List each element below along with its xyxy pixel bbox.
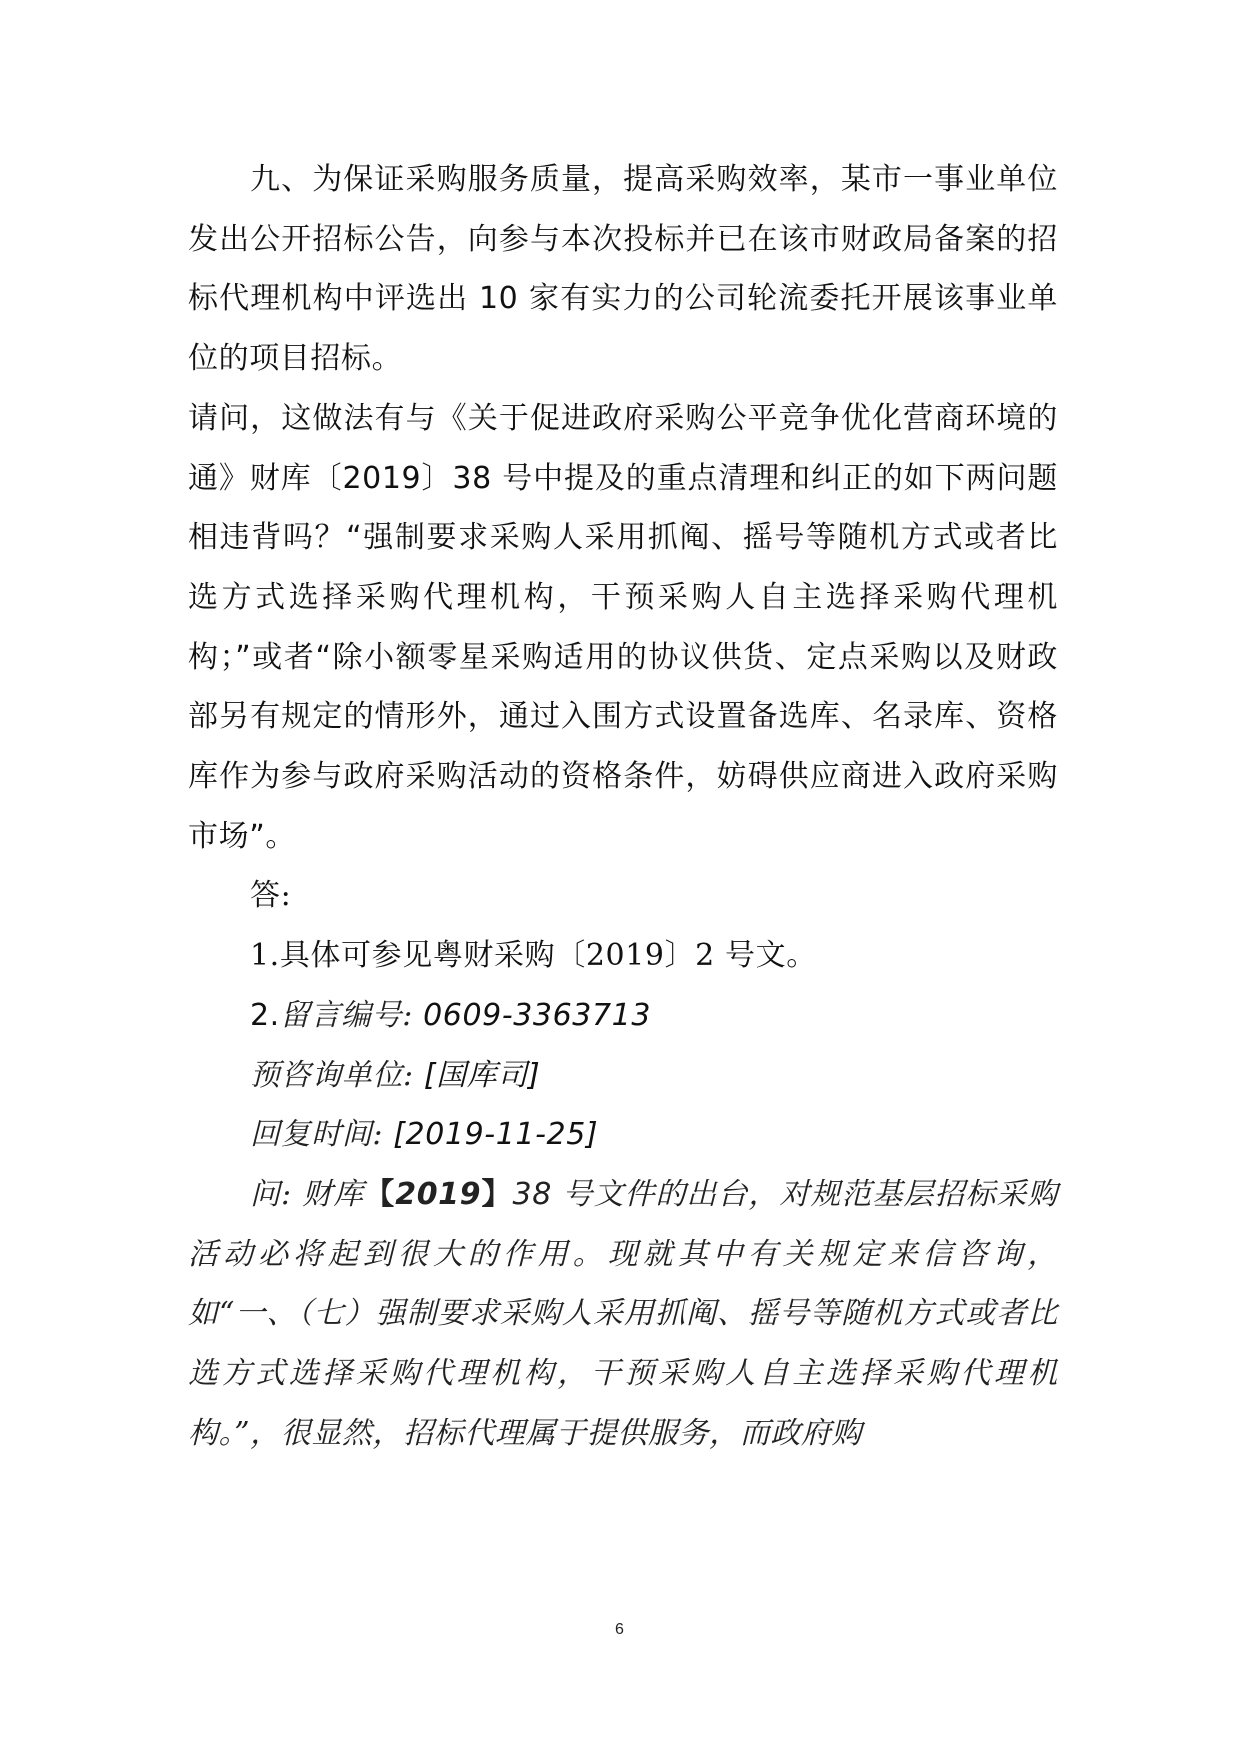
next-question-number: 38	[512, 1176, 552, 1212]
consult-unit-value: [国库司]	[413, 1057, 541, 1093]
answer-label: 答:	[250, 878, 292, 914]
message-id-label: 留言编号:	[279, 997, 413, 1033]
next-question-prefix: 问: 财库	[250, 1176, 365, 1212]
consult-unit-line	[188, 1046, 1058, 1106]
next-question-bracket-open: 【	[364, 1176, 396, 1212]
consult-unit-label: 预咨询单位:	[250, 1057, 414, 1093]
answer-item-2-prefix: 2.	[250, 997, 280, 1033]
next-question-year: 2019	[395, 1176, 482, 1212]
next-question-body: 号文件的出台，对规范基层招标采购活动必将起到很大的作用。现就其中有关规定来信咨询，如“一、（七）强制要求采购人采用抓阄、摇号等随机方式或者比选方式选择采购代理机构，干预采购人自主选择采购代理机构。”，很显然，招标代理属于提供服务，而政府购	[188, 1176, 1058, 1451]
reply-time-label: 回复时间:	[250, 1117, 384, 1153]
answer-item-2	[188, 986, 1058, 1046]
document-body	[188, 150, 1058, 1463]
page-number: 6	[615, 1621, 624, 1638]
paragraph-item-nine: 九、为保证采购服务质量，提高采购效率，某市一事业单位发出公开招标公告，向参与本次投标并已在该市财政局备案的招标代理机构中评选出 10 家有实力的公司轮流委托开展该事业单位的项目招标。	[188, 162, 1058, 377]
reply-time-value: [2019-11-25]	[383, 1117, 599, 1153]
reply-time-line	[188, 1105, 1058, 1165]
paragraph-next-question	[188, 1165, 1058, 1464]
message-id-value: 0609-3363713	[412, 997, 652, 1033]
paragraph-question: 请问，这做法有与《关于促进政府采购公平竞争优化营商环境的通》财库〔2019〕38 号中提及的重点清理和纠正的如下两问题相违背吗？“强制要求采购人采用抓阄、摇号等随机方式或者比选方式选择采购代理机构，干预采购人自主选择采购代理机构；”或者“除小额零星采购适用的协议供货、定点采购以及财政部另有规定的情形外，通过入围方式设置备选库、名录库、资格库作为参与政府采购活动的资格条件，妨碍供应商进入政府采购市场”。	[188, 400, 1058, 854]
answer-item-1: 1.具体可参见粤财采购〔2019〕2 号文。	[250, 938, 817, 974]
next-question-bracket-close: 】	[481, 1176, 513, 1212]
